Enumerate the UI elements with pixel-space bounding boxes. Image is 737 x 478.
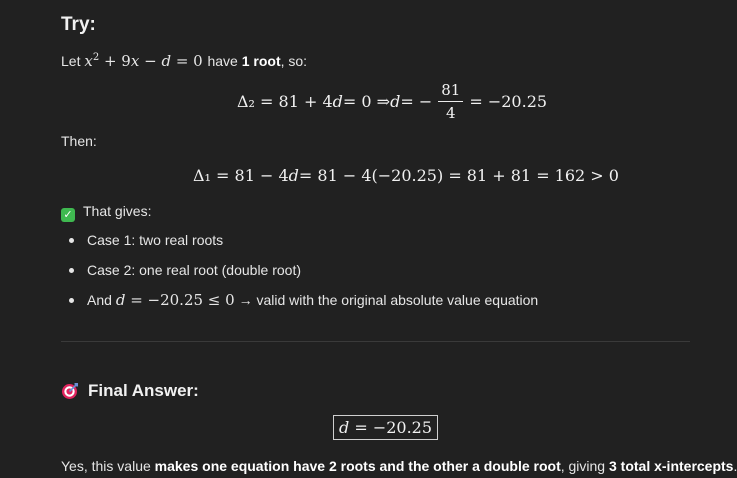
- bullet-3-prefix: And: [87, 292, 112, 308]
- closing-bold-1: makes one equation have 2 roots and the other a double root: [154, 458, 561, 474]
- equation-delta-1: [193, 163, 619, 187]
- list-item: [61, 227, 538, 257]
- list-item: [61, 287, 538, 317]
- eq1-numerator: 81: [438, 81, 463, 102]
- final-answer-title: Final Answer:: [88, 381, 199, 400]
- eq1-d2: d: [390, 91, 401, 111]
- boxed-answer: [333, 415, 438, 440]
- closing-text-3: .: [733, 458, 737, 474]
- list-item: [61, 257, 538, 287]
- answer-value: = −20.25: [349, 418, 433, 437]
- bullet-3-math: [116, 291, 235, 309]
- eq2-lhs: Δ₁ = 81 − 4: [193, 165, 289, 185]
- eq1-eq: = −: [400, 91, 433, 111]
- eq2-d: d: [288, 165, 299, 185]
- case-1-text: Case 1: two real roots: [87, 232, 224, 248]
- case-2-text: Case 2: one real root (double root): [87, 262, 302, 278]
- section-divider: [61, 341, 690, 342]
- bullet-dot: [69, 238, 74, 243]
- closing-bold-2: 3 total x-intercepts: [608, 458, 734, 474]
- check-mark-icon: ✓: [61, 208, 75, 222]
- section-heading-try: Try:: [61, 14, 96, 35]
- bullet-3-math-value: = −20.25 ≤ 0: [125, 291, 235, 309]
- eq1-d1: d: [332, 91, 343, 111]
- answer-var: d: [339, 418, 350, 437]
- final-answer-heading: [61, 381, 199, 401]
- intro-equation: $x^2 + 9x - d = 0$: [84, 52, 208, 70]
- eq2-rhs: = 81 − 4(−20.25) = 81 + 81 = 162 > 0: [298, 165, 619, 185]
- intro-prefix: Let: [61, 53, 81, 69]
- gives-label: That gives:: [83, 203, 152, 219]
- closing-text-1: Yes, this value: [61, 458, 155, 474]
- bullet-3-var: d: [115, 291, 126, 309]
- then-label: Then:: [61, 133, 97, 149]
- intro-bold: 1 root: [241, 53, 281, 69]
- closing-paragraph: [61, 458, 737, 474]
- intro-line: [61, 52, 307, 70]
- eq1-rhs: = −20.25: [469, 91, 548, 111]
- target-icon: [61, 382, 79, 400]
- intro-suffix: , so:: [280, 53, 308, 69]
- cases-list: [61, 227, 538, 317]
- eq1-mid: = 0 ⇒: [342, 91, 391, 111]
- gives-line: [61, 203, 151, 222]
- bullet-dot: [69, 298, 74, 303]
- bullet-3-suffix: → valid with the original absolute value equation: [234, 292, 539, 308]
- bullet-dot: [69, 268, 74, 273]
- eq1-denominator: 4: [446, 103, 456, 122]
- intro-mid: have: [207, 53, 238, 69]
- eq1-lhs: Δ₂ = 81 + 4: [237, 91, 333, 111]
- eq1-fraction: [438, 81, 463, 122]
- closing-text-2: , giving: [560, 458, 609, 474]
- equation-delta-2: [237, 78, 547, 124]
